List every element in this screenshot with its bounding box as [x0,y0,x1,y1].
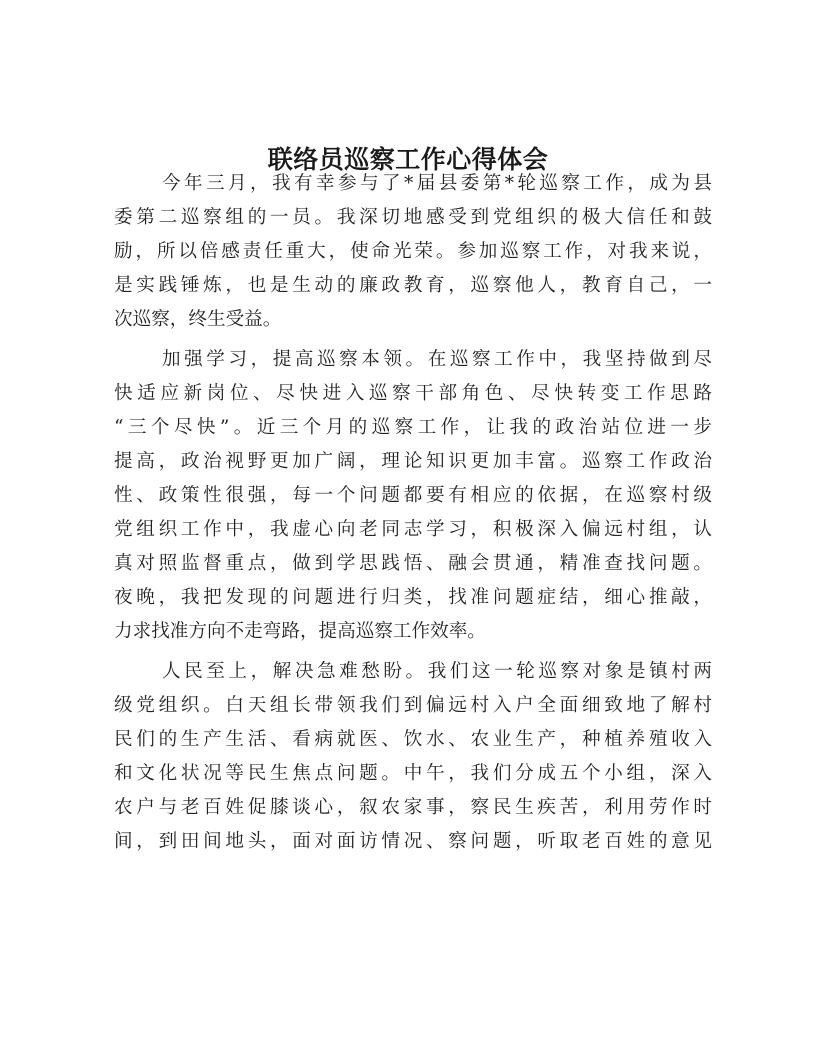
text-line: 人民至上，解决急难愁盼。我们这一轮巡察对象是镇村两 [162,661,712,682]
paragraph [114,655,712,859]
text-line: 间，到田间地头，面对面访情况、察问题，听取老百姓的意见 [114,831,712,852]
text-line: “三个尽快”。近三个月的巡察工作，让我的政治站位进一步 [114,417,712,438]
text-line: 党组织工作中，我虚心向老同志学习，积极深入偏远村组，认 [114,519,712,540]
document-title: 联络员巡察工作心得体会 [267,145,549,174]
text-line: 农户与老百姓促膝谈心，叙农家事，察民生疾苦，利用劳作时 [114,797,712,818]
paragraph [114,343,712,649]
text-line: 励，所以倍感责任重大，使命光荣。参加巡察工作，对我来说， [114,241,712,262]
document-body [114,167,712,859]
text-line: 民们的生产生活、看病就医、饮水、农业生产，种植养殖收入 [114,729,712,750]
text-line: 今年三月，我有幸参与了*届县委第*轮巡察工作，成为县 [162,173,712,194]
text-line: 夜晚，我把发现的问题进行归类，找准问题症结，细心推敲， [114,587,712,608]
text-line: 次巡察，终生受益。 [114,309,282,330]
text-line: 力求找准方向不走弯路，提高巡察工作效率。 [114,621,486,642]
text-line: 加强学习，提高巡察本领。在巡察工作中，我坚持做到尽 [162,349,712,370]
paragraph [114,167,712,337]
text-line: 级党组织。白天组长带领我们到偏远村入户全面细致地了解村 [114,695,712,716]
text-line: 真对照监督重点，做到学思践悟、融会贯通，精准查找问题。 [114,553,712,574]
text-line: 提高，政治视野更加广阔，理论知识更加丰富。巡察工作政治 [114,451,712,472]
text-line: 和文化状况等民生焦点问题。中午，我们分成五个小组，深入 [114,763,712,784]
text-line: 性、政策性很强，每一个问题都要有相应的依据，在巡察村级 [114,485,712,506]
text-line: 是实践锤炼，也是生动的廉政教育，巡察他人，教育自己，一 [114,275,712,296]
text-line: 委第二巡察组的一员。我深切地感受到党组织的极大信任和鼓 [114,207,712,228]
text-line: 快适应新岗位、尽快进入巡察干部角色、尽快转变工作思路 [114,383,712,404]
